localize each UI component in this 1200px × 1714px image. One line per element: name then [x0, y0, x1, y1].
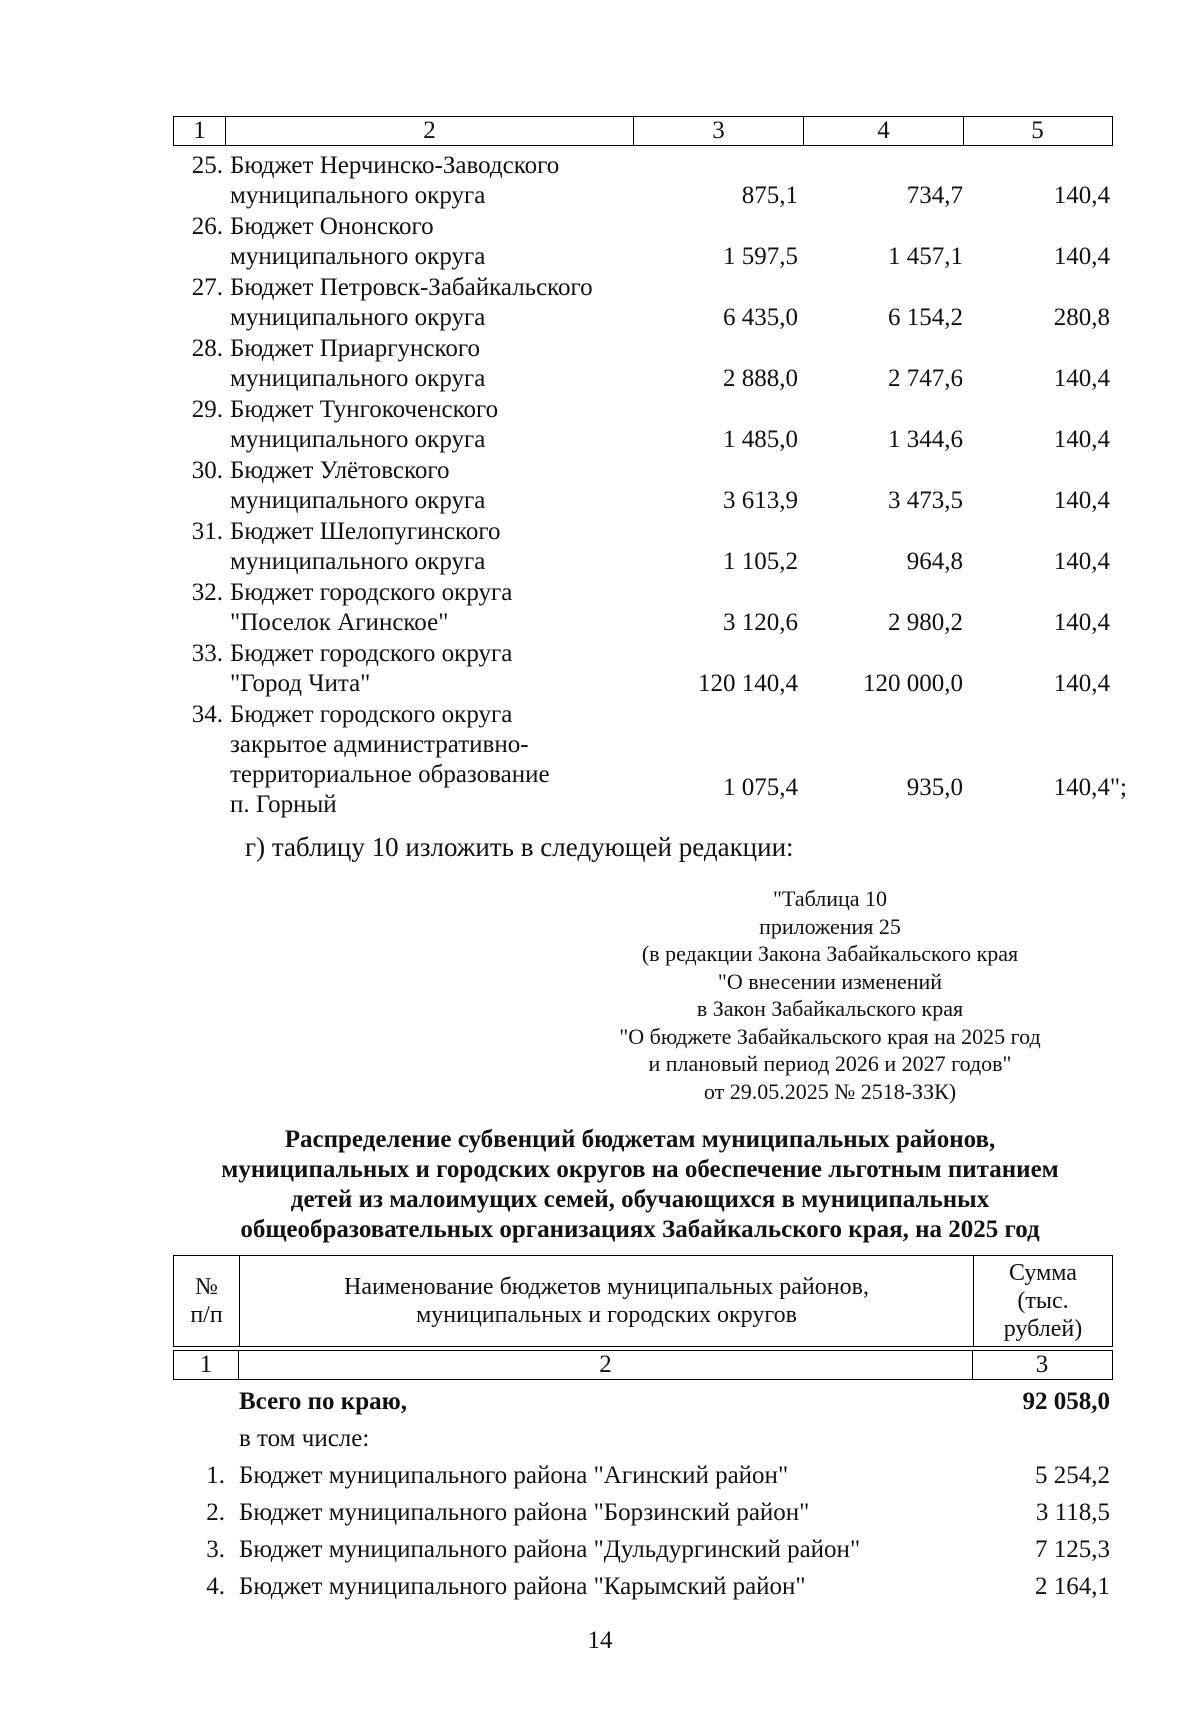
row-number: 25.: [191, 152, 223, 179]
row-value-col4: 6 154,2: [888, 304, 963, 331]
table-row: [173, 1499, 1113, 1536]
table-row: [173, 454, 1113, 515]
row-value-col5: 140,4: [1053, 487, 1110, 514]
table-row: [173, 332, 1113, 393]
caption-line: (в редакции Закона Забайкальского края: [641, 941, 1019, 966]
row-value-col4: 2 980,2: [888, 609, 963, 636]
row-name: Бюджет муниципального района "Дульдургинский район": [239, 1536, 861, 1563]
row-name-line: муниципального округа: [230, 487, 486, 514]
row-value-col3: 6 435,0: [723, 304, 798, 331]
row-value-col5: 140,4: [1053, 365, 1110, 392]
column-number-cell: 1: [174, 1351, 239, 1379]
table1-header-cell: 1: [174, 117, 226, 145]
row-name-line: территориальное образование: [230, 761, 550, 788]
table1-header-cell: 4: [804, 117, 964, 145]
table-row: [173, 698, 1127, 818]
row-value-col3: 1 105,2: [723, 548, 798, 575]
row-number: 33.: [191, 640, 223, 667]
table-row: [173, 271, 1113, 332]
row-value-col4: 964,8: [906, 548, 963, 575]
row-number: 26.: [191, 213, 223, 240]
row-number: 32.: [191, 579, 223, 606]
row-name-line: "Город Чита": [230, 670, 371, 697]
table-row: [173, 210, 1113, 271]
table2-body: [173, 1388, 1113, 1610]
header-text: №: [195, 1274, 218, 1300]
row-value-col5: 140,4: [1053, 609, 1110, 636]
table1-header-cell: 5: [1031, 117, 1044, 144]
caption-line: от 29.05.2025 № 2518-ЗЗК): [703, 1078, 957, 1104]
row-value-col4: 3 473,5: [888, 487, 963, 514]
title-line: детей из малоимущих семей, обучающихся в муниципальных: [290, 1186, 990, 1213]
row-name-line: Бюджет городского округа: [230, 640, 513, 667]
row-name-line: Бюджет Улётовского: [230, 457, 450, 484]
total-row: [173, 1388, 1113, 1425]
row-name: Бюджет муниципального района "Борзинский район": [239, 1499, 810, 1526]
row-number: 4.: [206, 1573, 225, 1600]
caption-line: и плановый период 2026 и 2027 годов": [648, 1051, 1012, 1076]
row-name-line: муниципального округа: [230, 243, 486, 270]
header-cell-name: [240, 1256, 974, 1346]
row-name-line: Бюджет городского округа: [230, 701, 513, 728]
row-name-line: Бюджет Приаргунского: [230, 335, 480, 362]
row-number: 29.: [191, 396, 223, 423]
header-text: п/п: [190, 1302, 223, 1328]
header-text: (тыс.: [1017, 1288, 1069, 1314]
table-caption: [570, 885, 1090, 1105]
section-title: [160, 1125, 1120, 1245]
including-row: [173, 1425, 1113, 1462]
row-value-col4: 120 000,0: [863, 670, 963, 697]
row-name-line: Бюджет Ононского: [230, 213, 434, 240]
header-cell-sum: [974, 1256, 1112, 1346]
row-number: 30.: [191, 457, 223, 484]
header-cell-number: [174, 1256, 240, 1346]
table2-header: [173, 1255, 1113, 1347]
row-number: 1.: [206, 1462, 225, 1489]
row-sum: 5 254,2: [1035, 1462, 1110, 1489]
table-row: [173, 1573, 1113, 1610]
row-name-line: п. Горный: [230, 791, 337, 818]
header-text: муниципальных и городских округов: [416, 1302, 797, 1328]
header-text: рублей): [1003, 1316, 1083, 1342]
title-line: общеобразовательных организациях Забайкальского края, на 2025 год: [240, 1216, 1040, 1243]
table-row: [173, 1462, 1113, 1499]
total-value: 92 058,0: [1022, 1388, 1110, 1415]
row-value-col4: 2 747,6: [888, 365, 963, 392]
row-value-col5: 140,4: [1053, 182, 1110, 209]
row-value-col4: 935,0: [906, 774, 963, 801]
row-value-col3: 875,1: [741, 182, 798, 209]
table1-header-cell: 2: [226, 117, 634, 145]
caption-line: "Таблица 10: [772, 886, 888, 911]
row-name: Бюджет муниципального района "Агинский район": [239, 1462, 789, 1489]
table-row: [173, 1536, 1113, 1573]
including-label: в том числе:: [239, 1425, 370, 1452]
row-number: 3.: [206, 1536, 225, 1563]
table2-column-numbers: [173, 1350, 1113, 1380]
title-line: Распределение субвенций бюджетам муниципальных районов,: [284, 1126, 996, 1153]
row-sum: 2 164,1: [1035, 1573, 1110, 1600]
row-name-line: закрытое административно-: [230, 731, 529, 758]
header-text: Сумма: [1009, 1260, 1077, 1286]
row-value-col5: 140,4";: [1053, 774, 1127, 801]
row-number: 34.: [191, 701, 223, 728]
table-row: [173, 515, 1113, 576]
table-row: [173, 149, 1113, 210]
table-row: [173, 393, 1113, 454]
row-sum: 7 125,3: [1035, 1536, 1110, 1563]
caption-line: "О бюджете Забайкальского края на 2025 год: [619, 1023, 1041, 1049]
column-number-cell: 3: [1035, 1351, 1049, 1378]
row-name-line: муниципального округа: [230, 182, 486, 209]
row-name-line: Бюджет Нерчинско-Заводского: [230, 152, 560, 179]
row-value-col5: 140,4: [1053, 548, 1110, 575]
row-name-line: Бюджет Тунгокоченского: [230, 396, 499, 423]
page-number: 14: [587, 1627, 613, 1654]
row-value-col3: 1 075,4: [723, 774, 798, 801]
row-value-col5: 140,4: [1053, 426, 1110, 453]
table1-header-cell: 3: [634, 117, 804, 145]
row-value-col5: 140,4: [1053, 243, 1110, 270]
row-value-col4: 734,7: [906, 182, 963, 209]
table1-header-row: [173, 116, 1113, 146]
total-label: Всего по краю,: [239, 1388, 407, 1415]
caption-line: приложения 25: [759, 913, 901, 939]
row-value-col4: 1 457,1: [888, 243, 963, 270]
row-name: Бюджет муниципального района "Карымский район": [239, 1573, 806, 1600]
table-row: [173, 637, 1113, 698]
row-sum: 3 118,5: [1035, 1499, 1110, 1526]
row-name-line: Бюджет городского округа: [230, 579, 513, 606]
row-name-line: Бюджет Петровск-Забайкальского: [230, 274, 593, 301]
column-number-cell: 2: [239, 1351, 973, 1379]
row-value-col3: 2 888,0: [723, 365, 798, 392]
row-value-col3: 3 120,6: [723, 609, 798, 636]
row-name-line: муниципального округа: [230, 365, 486, 392]
row-value-col5: 140,4: [1053, 670, 1110, 697]
row-value-col5: 280,8: [1053, 304, 1110, 331]
table-row: [173, 576, 1113, 637]
row-number: 28.: [191, 335, 223, 362]
header-text: Наименование бюджетов муниципальных районов,: [344, 1274, 869, 1300]
instruction-paragraph: г) таблицу 10 изложить в следующей редакции:: [245, 832, 794, 862]
row-value-col3: 120 140,4: [698, 670, 798, 697]
row-name-line: "Поселок Агинское": [230, 609, 449, 636]
row-number: 2.: [206, 1499, 225, 1526]
row-number: 27.: [191, 274, 223, 301]
row-name-line: муниципального округа: [230, 548, 486, 575]
row-value-col3: 1 597,5: [723, 243, 798, 270]
row-value-col3: 3 613,9: [723, 487, 798, 514]
table1-body: [173, 149, 1127, 818]
row-number: 31.: [191, 518, 223, 545]
title-line: муниципальных и городских округов на обеспечение льготным питанием: [221, 1156, 1059, 1183]
caption-line: "О внесении изменений: [717, 968, 943, 994]
caption-line: в Закон Забайкальского края: [696, 996, 964, 1021]
row-name-line: муниципального округа: [230, 426, 486, 453]
row-value-col3: 1 485,0: [723, 426, 798, 453]
row-value-col4: 1 344,6: [888, 426, 963, 453]
row-name-line: муниципального округа: [230, 304, 486, 331]
row-name-line: Бюджет Шелопугинского: [230, 518, 501, 545]
